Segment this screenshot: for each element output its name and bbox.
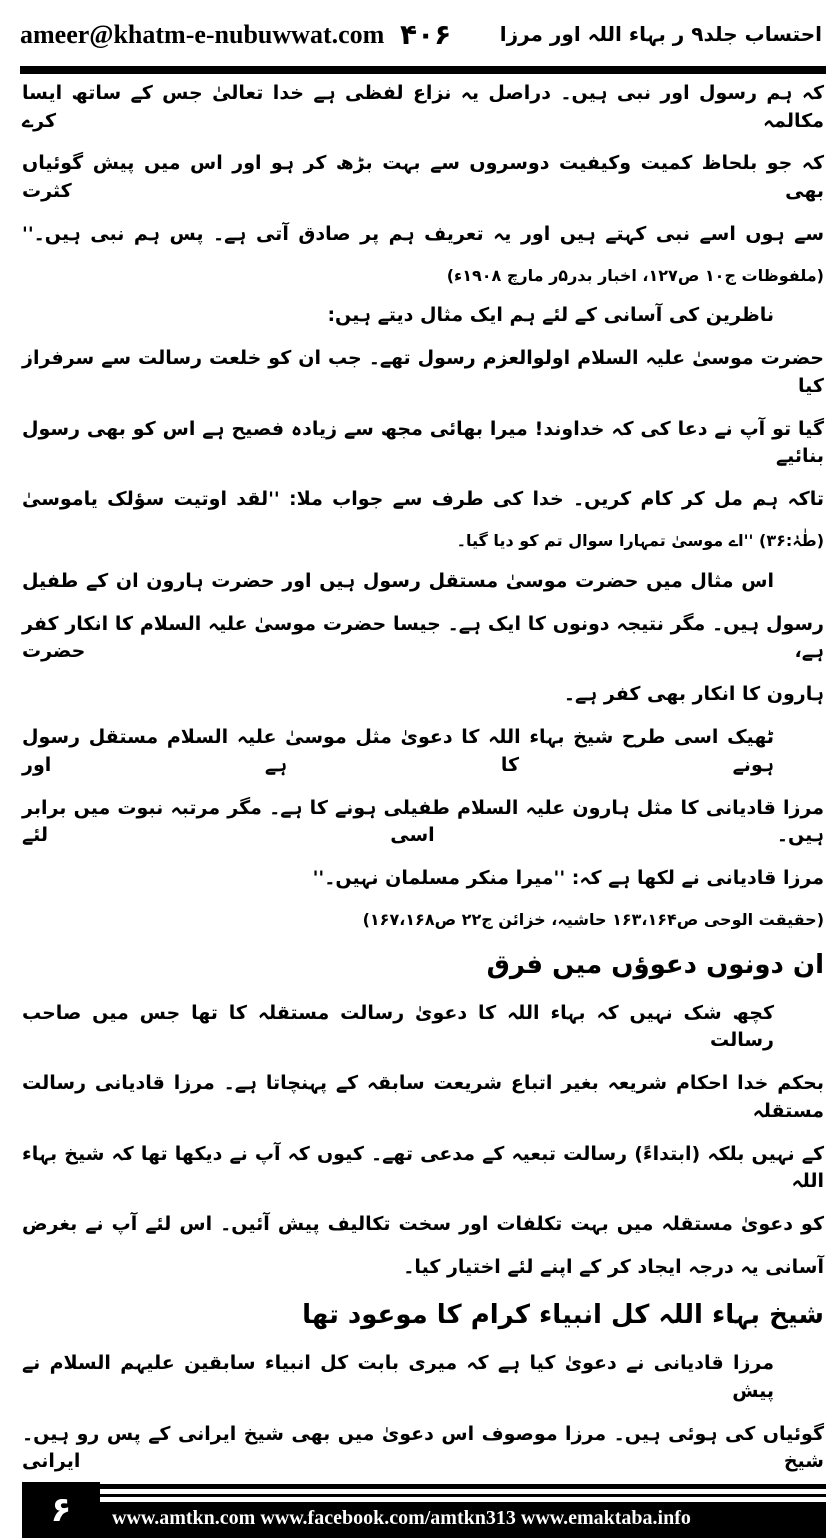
- citation-line: (حقیقت الوحی ص۱۶۳،۱۶۴ حاشیہ، خزائن ج۲۲ ص۱۶۷،۱۶۸): [362, 910, 824, 930]
- text-line: آسانی یہ درجہ ایجاد کر کے اپنے لئے اختیار کیا۔: [403, 1256, 824, 1279]
- text-line: گیا تو آپ نے دعا کی کہ خداوند! میرا بھائی مجھ سے زیادہ فصیح ہے اس کو بھی رسول بنائیے: [22, 417, 824, 468]
- text-line: ناظرین کی آسانی کے لئے ہم ایک مثال دیتے ہیں:: [327, 304, 774, 327]
- page-body: [22, 80, 824, 1476]
- citation-line: (ملفوظات ج۱۰ ص۱۲۷، اخبار بدر۵ر مارچ ۱۹۰۸ء): [446, 265, 824, 285]
- text-line: کو دعویٰ مستقلہ میں بہت تکلفات اور سخت تکالیف پیش آئیں۔ اس لئے آپ نے بغرض: [22, 1213, 824, 1236]
- header-rule: [20, 66, 826, 74]
- text-line: مرزا قادیانی نے لکھا ہے کہ: ''میرا منکر مسلمان نہیں۔'': [312, 867, 824, 890]
- text-line: مرزا قادیانی نے دعویٰ کیا ہے کہ میری بابت کل انبیاء سابقین علیہم السلام نے پیش: [22, 1352, 774, 1402]
- book-title: احتساب جلد۹ ر بہاء اللہ اور مرزا: [499, 22, 822, 46]
- section-heading: ان دونوں دعوؤں میں فرق: [486, 949, 824, 980]
- text-line: ہارون کا انکار بھی کفر ہے۔: [563, 683, 824, 706]
- text-line: کے نہیں بلکہ (ابتداءً) رسالت تبعیہ کے مدعی تھے۔ کیوں کہ آپ نے دیکھا تھا کہ شیخ بہاء اللہ: [22, 1142, 824, 1193]
- text-line: کہ ہم رسول اور نبی ہیں۔ دراصل یہ نزاع لفظی ہے خدا تعالیٰ جس کے ساتھ ایسا مکالمہ کرے: [22, 82, 824, 132]
- header-email: ameer@khatm-e-nubuwwat.com: [20, 20, 385, 49]
- page-number: ۴۰۶: [400, 18, 452, 51]
- text-line: رسول ہیں۔ مگر نتیجہ دونوں کا ایک ہے۔ جیسا حضرت موسیٰ علیہ السلام کا انکار کفر ہے، حضرت: [22, 612, 824, 663]
- footer-rule: [100, 1484, 826, 1489]
- footer-page-digit: ۶: [22, 1482, 100, 1538]
- text-line: ٹھیک اسی طرح شیخ بہاء اللہ کا دعویٰ مثل موسیٰ علیہ السلام مستقل رسول ہونے کا ہے اور: [22, 726, 774, 776]
- text-line: حضرت موسیٰ علیہ السلام اولوالعزم رسول تھے۔ جب ان کو خلعت رسالت سے سرفراز کیا: [22, 347, 824, 397]
- text-line: سے ہوں اسے نبی کہتے ہیں اور یہ تعریف ہم پر صادق آتی ہے۔ پس ہم نبی ہیں۔'': [22, 222, 824, 245]
- text-line: گوئیاں کی ہوئی ہیں۔ مرزا موصوف اس دعویٰ میں بھی شیخ ایرانی کے پس رو ہیں۔ شیخ ایرانی: [22, 1422, 824, 1473]
- footer-links: www.amtkn.com www.facebook.com/amtkn313 www.emaktaba.info: [112, 1507, 691, 1529]
- text-line: اس مثال میں حضرت موسیٰ مستقل رسول ہیں اور حضرت ہارون ان کے طفیل: [22, 569, 774, 592]
- text-line: کچھ شک نہیں کہ بہاء اللہ کا دعویٰ رسالت مستقلہ کا تھا جس میں صاحب رسالت: [22, 1001, 774, 1052]
- section-heading: شیخ بہاء اللہ کل انبیاء کرام کا موعود تھا: [302, 1300, 824, 1331]
- text-line: مرزا قادیانی کا مثل ہارون علیہ السلام طفیلی ہونے کا ہے۔ مگر مرتبہ نبوت میں برابر ہیں۔ اسی لئے: [22, 796, 824, 847]
- text-line: بحکم خدا احکام شریعہ بغیر اتباع شریعت سابقہ کے پہنچاتا ہے۔ مرزا قادیانی رسالت مستقلہ: [22, 1072, 824, 1122]
- footer-rule: [100, 1494, 826, 1497]
- text-line: کہ جو بلحاظ کمیت وکیفیت دوسروں سے بہت بڑھ کر ہو اور اس میں پیش گوئیاں بھی کثرت: [22, 152, 824, 203]
- text-line: تاکہ ہم مل کر کام کریں۔ خدا کی طرف سے جواب ملا: ''لقد اوتیت سؤلک یاموسیٰ: [22, 488, 824, 511]
- citation-line: (طٰہٰ:۳۶) ''اے موسیٰ تمہارا سوال تم کو دیا گیا۔: [456, 531, 824, 551]
